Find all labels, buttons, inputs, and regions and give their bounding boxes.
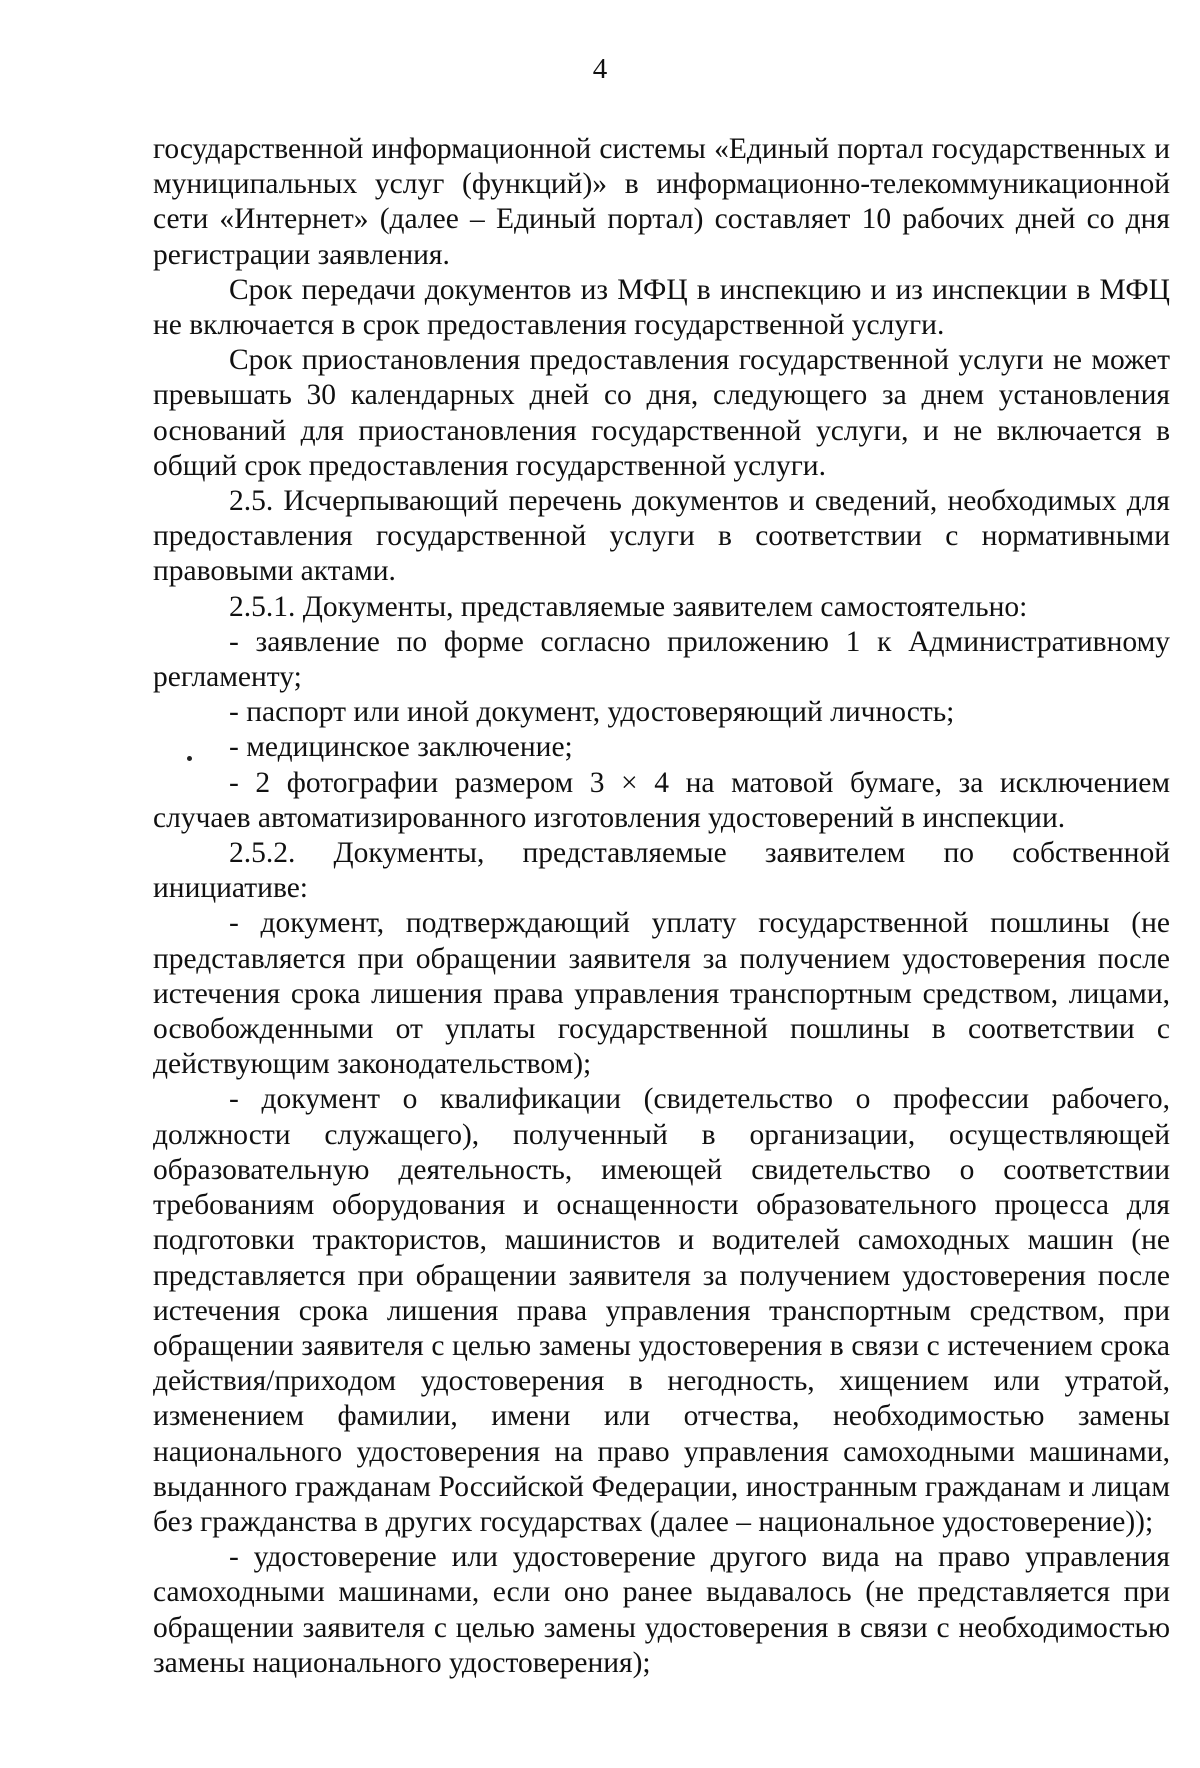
list-item-previous-license: - удостоверение или удостоверение другого вида на право управления самоходными машинами, если оно ранее выдавалось (не представляется при обращении заявителя с целью замены удостоверения в связи с необходимостью замены национального удостоверения); (153, 1541, 1170, 1679)
section-heading-2-5-2: 2.5.2. Документы, представляемые заявителем по собственной инициативе: (153, 837, 1170, 905)
list-item-application: - заявление по форме согласно приложению 1 к Административному регламенту; (153, 625, 1170, 694)
paragraph-portal-deadline: государственной информационной системы «Единый портал государственных и муниципальных услуг (функций)» в информационно-телекоммуникационной сети «Интернет» (далее – Единый портал) составляет 10 рабочих дней со дня регистрации заявления. (153, 133, 1170, 271)
page-number: 4 (592, 53, 608, 85)
paragraph-suspension-term: Срок приостановления предоставления государственной услуги не может превышать 30 календарных дней со дня, следующего за днем установления оснований для приостановления государственной услуги, и не включается в общий срок предоставления государственной услуги. (153, 344, 1170, 482)
section-heading-2-5-1: 2.5.1. Документы, представляемые заявителем самостоятельно: (229, 590, 1028, 623)
paragraph-mfc-transfer-term: Срок передачи документов из МФЦ в инспекцию и из инспекции в МФЦ не включается в срок предоставления государственной услуги. (153, 273, 1170, 342)
list-item-photographs: - 2 фотографии размером 3 × 4 на матовой бумаге, за исключением случаев автоматизированного изготовления удостоверений в инспекции. (153, 766, 1170, 834)
list-item-passport: - паспорт или иной документ, удостоверяющий личность; (229, 696, 955, 729)
document-body (153, 132, 1170, 1681)
list-item-medical-certificate: - медицинское заключение; (229, 731, 573, 764)
list-item-qualification-document: - документ о квалификации (свидетельство о профессии рабочего, должности служащего), полученный в организации, осуществляющей образовательную деятельность, имеющей свидетельство о соответствии требованиям оборудования и оснащенности образовательного процесса для подготовки трактористов, машинистов и водителей самоходных машин (не представляется при обращении заявителя за получением удостоверения после истечения срока лишения права управления транспортным средством, при обращении заявителя с целью замены удостоверения в связи с истечением срока действия/приходом удостоверения в негодность, хищением или утратой, изменением фамилии, имени или отчества, необходимостью замены национального удостоверения на право управления самоходными машинами, выданного гражданам Российской Федерации, иностранным гражданам и лицам без гражданства в других государствах (далее – национальное удостоверение)); (153, 1083, 1170, 1538)
section-heading-2-5: 2.5. Исчерпывающий перечень документов и сведений, необходимых для предоставления государственной услуги в соответствии с нормативными правовыми актами. (153, 485, 1170, 588)
list-item-fee-payment-document: - документ, подтверждающий уплату государственной пошлины (не представляется при обращении заявителя за получением удостоверения после истечения срока лишения права управления транспортным средством, лицами, освобожденными от уплаты государственной пошлины в соответствии с действующим законодательством); (153, 907, 1170, 1081)
scan-speck (187, 756, 192, 761)
